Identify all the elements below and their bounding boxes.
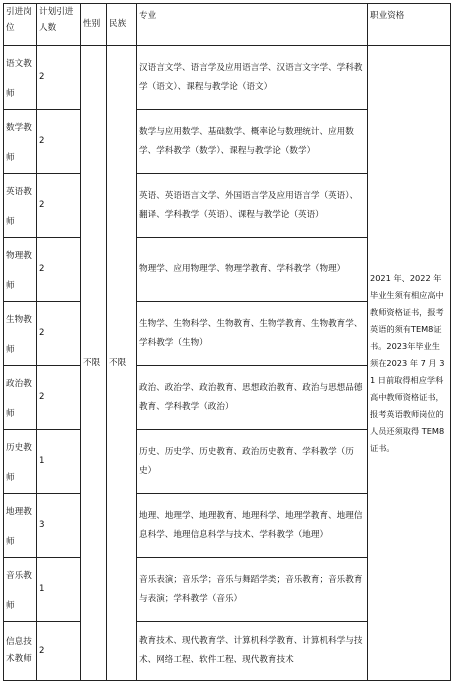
- table-grid: [3, 3, 451, 681]
- major-cell: 英语、英语语言文学、外国语言学及应用语言学（英语）、翻译、学科教学（英语）、课程与教学论（英语）: [137, 174, 368, 238]
- major-cell: 地理、地理学、地理教育、地理科学、地理学教育、地理信息科学、地理信息科学与技术、学科教学（地理）: [137, 494, 368, 558]
- major-cell: 音乐表演；音乐学；音乐与舞蹈学类；音乐教育；音乐教育与表演；学科教学（音乐）: [137, 558, 368, 622]
- table-row: [4, 46, 451, 110]
- header-ethnicity: 民族: [107, 4, 137, 46]
- position-cell: 生物教师: [4, 302, 37, 366]
- major-cell: 政治、政治学、政治教育、思想政治教育、政治与思想品德教育、学科教学（政治）: [137, 366, 368, 430]
- count-cell: 1: [37, 430, 81, 494]
- major-cell: 生物学、生物科学、生物教育、生物学教育、生物教育学、学科教学（生物）: [137, 302, 368, 366]
- count-cell: 2: [37, 174, 81, 238]
- count-cell: 1: [37, 558, 81, 622]
- position-cell: 地理教师: [4, 494, 37, 558]
- position-cell: 物理教师: [4, 238, 37, 302]
- count-cell: 2: [37, 46, 81, 110]
- count-cell: 2: [37, 110, 81, 174]
- count-cell: 3: [37, 494, 81, 558]
- header-count: 计划引进人数: [37, 4, 81, 46]
- count-cell: 2: [37, 238, 81, 302]
- position-cell: 政治教师: [4, 366, 37, 430]
- recruitment-table: [3, 3, 450, 665]
- gender-cell: 不限: [81, 46, 107, 681]
- major-cell: 汉语言文学、语言学及应用语言学、汉语言文字学、学科教学（语文）、课程与教学论（语文）: [137, 46, 368, 110]
- position-cell: 历史教师: [4, 430, 37, 494]
- position-cell: 语文教师: [4, 46, 37, 110]
- position-cell: 信息技术教师: [4, 622, 37, 681]
- ethnicity-cell: 不限: [107, 46, 137, 681]
- header-major: 专业: [137, 4, 368, 46]
- header-qualification: 职业资格: [368, 4, 451, 46]
- table-header-row: [4, 4, 451, 46]
- major-cell: 教育技术、现代教育学、计算机科学教育、计算机科学与技术、网络工程、软件工程、现代教育技术: [137, 622, 368, 681]
- count-cell: 2: [37, 622, 81, 681]
- qualification-cell: 2021 年、2022 年毕业生须有相应高中教师资格证书，报考英语的须有TEM8证书。2023年毕业生须在2023 年 7 月 31 日前取得相应学科高中教师资格证书，报考英语教师岗位的人员还须取得 TEM8 证书。: [368, 46, 451, 681]
- header-gender: 性别: [81, 4, 107, 46]
- header-position: 引进岗位: [4, 4, 37, 46]
- major-cell: 历史、历史学、历史教育、政治历史教育、学科教学（历史）: [137, 430, 368, 494]
- count-cell: 2: [37, 302, 81, 366]
- position-cell: 音乐教师: [4, 558, 37, 622]
- major-cell: 数学与应用数学、基础数学、概率论与数理统计、应用数学、学科教学（数学）、课程与教学论（数学）: [137, 110, 368, 174]
- major-cell: 物理学、应用物理学、物理学教育、学科教学（物理）: [137, 238, 368, 302]
- count-cell: 2: [37, 366, 81, 430]
- position-cell: 数学教师: [4, 110, 37, 174]
- position-cell: 英语教师: [4, 174, 37, 238]
